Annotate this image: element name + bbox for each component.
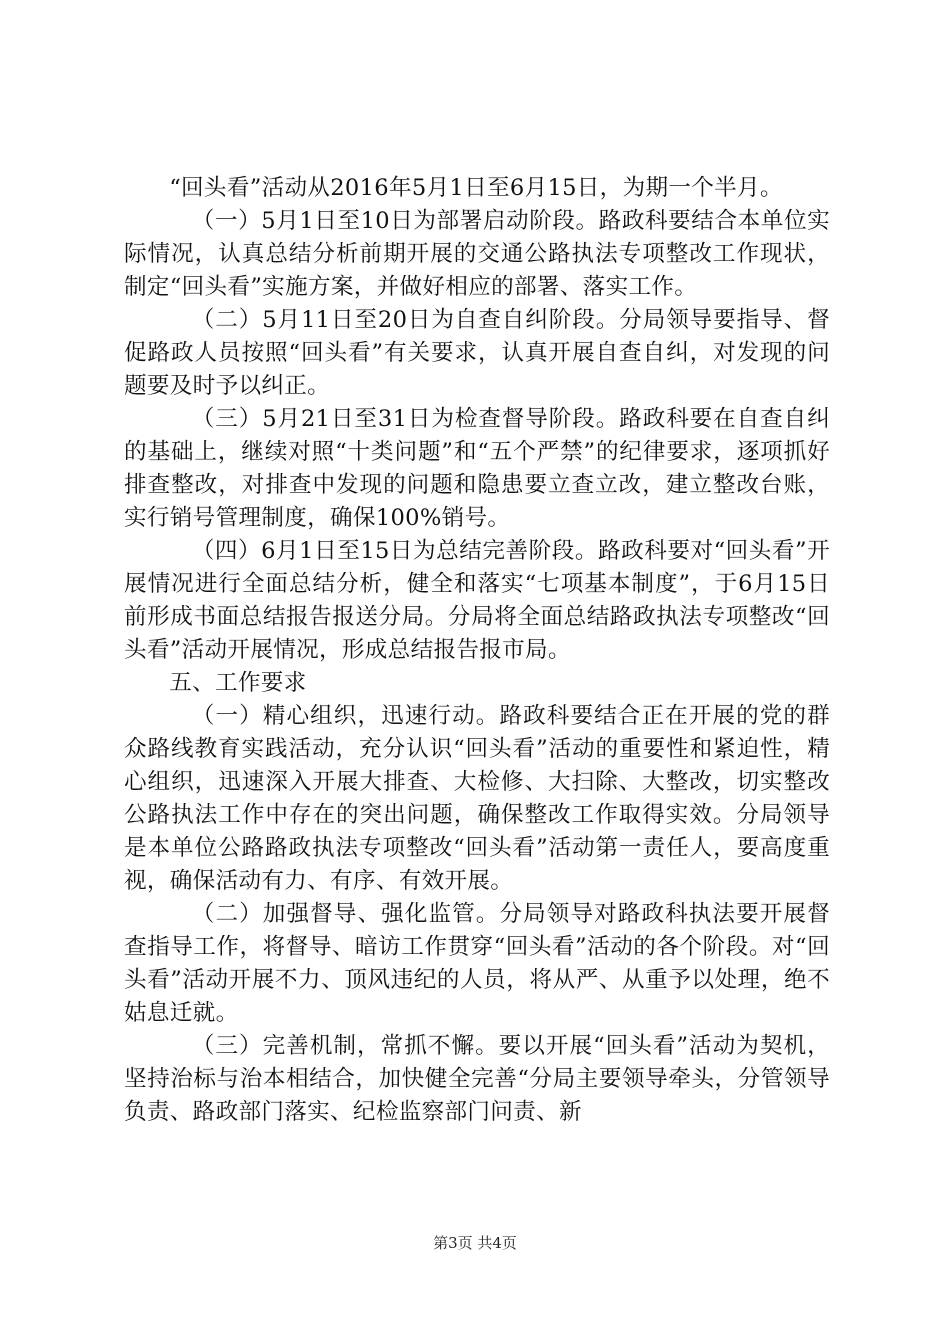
page-footer: 第3页 共4页 (433, 1234, 517, 1252)
paragraph-requirement-1: （一）精心组织，迅速行动。路政科要结合正在开展的党的群众路线教育实践活动，充分认识“回头看”活动的重要性和紧迫性，精心组织，迅速深入开展大排查、大检修、大扫除、大整改，切实整改公路执法工作中存在的突出问题，确保整改工作取得实效。分局领导是本单位公路路政执法专项整改“回头看”活动第一责任人，要高度重视，确保活动有力、有序、有效开展。 (124, 703, 830, 894)
paragraph-period-overview: “回头看”活动从2016年5月1日至6月15日，为期一个半月。 (169, 175, 783, 201)
paragraph-stage-3: （三）5月21日至31日为检查督导阶段。路政科要在自查自纠的基础上，继续对照“十类问题”和“五个严禁”的纪律要求，逐项抓好排查整改，对排查中发现的问题和隐患要立查立改，建立整改台账，实行销号管理制度，确保100%销号。 (124, 406, 830, 531)
paragraph-requirement-2: （二）加强督导、强化监管。分局领导对路政科执法要开展督查指导工作，将督导、暗访工作贯穿“回头看”活动的各个阶段。对“回头看”活动开展不力、顶风违纪的人员，将从严、从重予以处理，绝不姑息迁就。 (124, 901, 830, 1026)
document-body (124, 172, 830, 1129)
paragraph-stage-4: （四）6月1日至15日为总结完善阶段。路政科要对“回头看”开展情况进行全面总结分析，健全和落实“七项基本制度”，于6月15日前形成书面总结报告报送分局。分局将全面总结路政执法专项整改“回头看”活动开展情况，形成总结报告报市局。 (124, 538, 830, 663)
paragraph-stage-2: （二）5月11日至20日为自查自纠阶段。分局领导要指导、督促路政人员按照“回头看”有关要求，认真开展自查自纠，对发现的问题要及时予以纠正。 (124, 307, 830, 399)
section-heading-work-requirements: 五、工作要求 (169, 670, 307, 696)
paragraph-stage-1: （一）5月1日至10日为部署启动阶段。路政科要结合本单位实际情况，认真总结分析前期开展的交通公路执法专项整改工作现状，制定“回头看”实施方案，并做好相应的部署、落实工作。 (124, 208, 830, 300)
paragraph-requirement-3: （三）完善机制，常抓不懈。要以开展“回头看”活动为契机，坚持治标与治本相结合，加快健全完善“分局主要领导牵头，分管领导负责、路政部门落实、纪检监察部门问责、新 (124, 1033, 830, 1125)
